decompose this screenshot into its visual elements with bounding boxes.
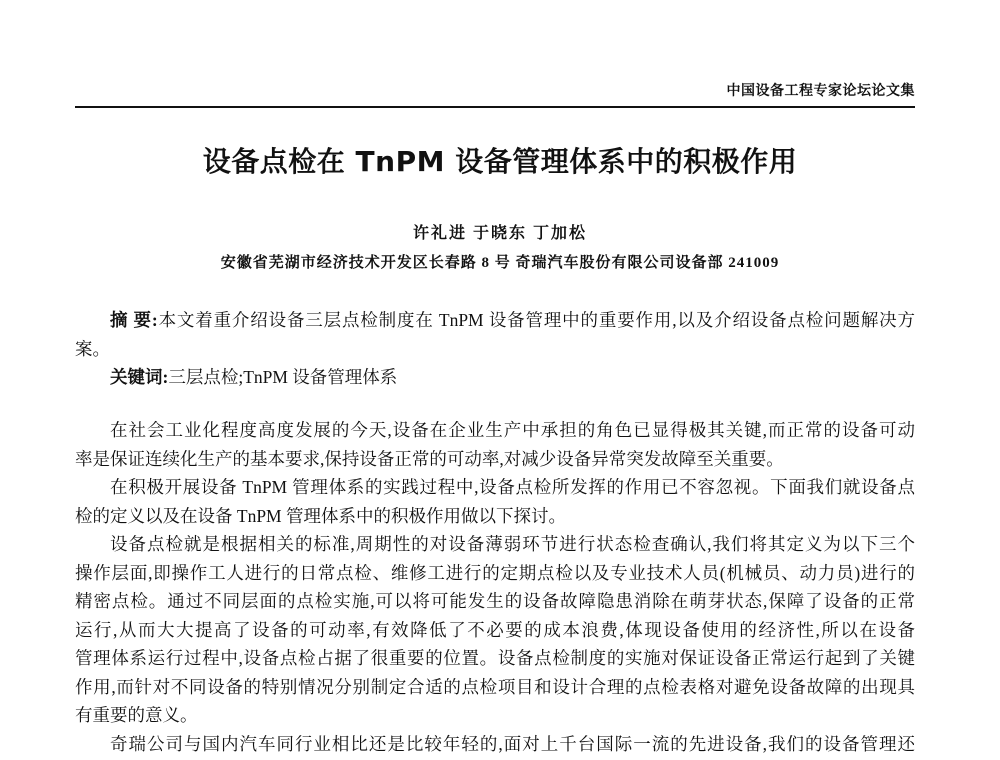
- keywords-label: 关键词:: [110, 367, 169, 387]
- body-line: 有重要的意义。: [75, 705, 198, 725]
- header-rule: [75, 106, 915, 108]
- body-line: 操作层面,即操作工人进行的日常点检、维修工进行的定期点检以及专业技术人员(机械员、动力员)进行的: [75, 562, 915, 583]
- body-line: 在积极开展设备 TnPM 管理体系的实践过程中,设备点检所发挥的作用已不容忽视。下面我们就设备点: [110, 477, 915, 497]
- body-line: 精密点检。通过不同层面的点检实施,可以将可能发生的设备故障隐患消除在萌芽状态,保障了设备的正常: [75, 591, 915, 611]
- keywords: [75, 363, 915, 392]
- abstract-label: 摘 要:: [110, 310, 158, 330]
- body-paragraph: [75, 530, 915, 730]
- abstract-line: [75, 306, 915, 335]
- abstract: [75, 306, 915, 363]
- body-line: 设备点检就是根据相关的标准,周期性的对设备薄弱环节进行状态检查确认,我们将其定义为以下三个: [110, 534, 915, 554]
- paper-title: 设备点检在 TnPM 设备管理体系中的积极作用: [202, 145, 798, 178]
- body-paragraph: [75, 473, 915, 530]
- body-line: 奇瑞公司与国内汽车同行业相比还是比较年轻的,面对上千台国际一流的先进设备,我们的设备管理还: [110, 733, 915, 754]
- abstract-line: 案。: [75, 338, 110, 359]
- abstract-text: 本文着重介绍设备三层点检制度在 TnPM 设备管理中的重要作用,以及介绍设备点检问题解决方: [157, 310, 916, 330]
- body-text: [75, 416, 915, 758]
- body-paragraph: [75, 730, 915, 759]
- body-paragraph: [75, 416, 915, 473]
- running-header: 中国设备工程专家论坛论文集: [726, 83, 915, 99]
- body-line: 运行,从而大大提高了设备的可动率,有效降低了不必要的成本浪费,体现设备使用的经济性,所以在设备: [75, 619, 915, 640]
- keywords-text: 三层点检;TnPM 设备管理体系: [168, 367, 398, 387]
- author-affiliation: 安徽省芜湖市经济技术开发区长春路 8 号 奇瑞汽车股份有限公司设备部 241009: [220, 255, 780, 271]
- body-line: 率是保证连续化生产的基本要求,保持设备正常的可动率,对减少设备异常突发故障至关重要。: [75, 448, 784, 469]
- body-line: 检的定义以及在设备 TnPM 管理体系中的积极作用做以下探讨。: [75, 505, 566, 526]
- author-list: 许礼进 于晓东 丁加松: [412, 225, 587, 242]
- body-line: 作用,而针对不同设备的特别情况分别制定合适的点检项目和设计合理的点检表格对避免设备故障的出现具: [75, 676, 915, 697]
- keywords-line: [75, 363, 915, 392]
- body-line: 在社会工业化程度高度发展的今天,设备在企业生产中承担的角色已显得极其关键,而正常的设备可动: [110, 420, 915, 440]
- body-line: 管理体系运行过程中,设备点检占据了很重要的位置。设备点检制度的实施对保证设备正常运行起到了关键: [75, 648, 915, 668]
